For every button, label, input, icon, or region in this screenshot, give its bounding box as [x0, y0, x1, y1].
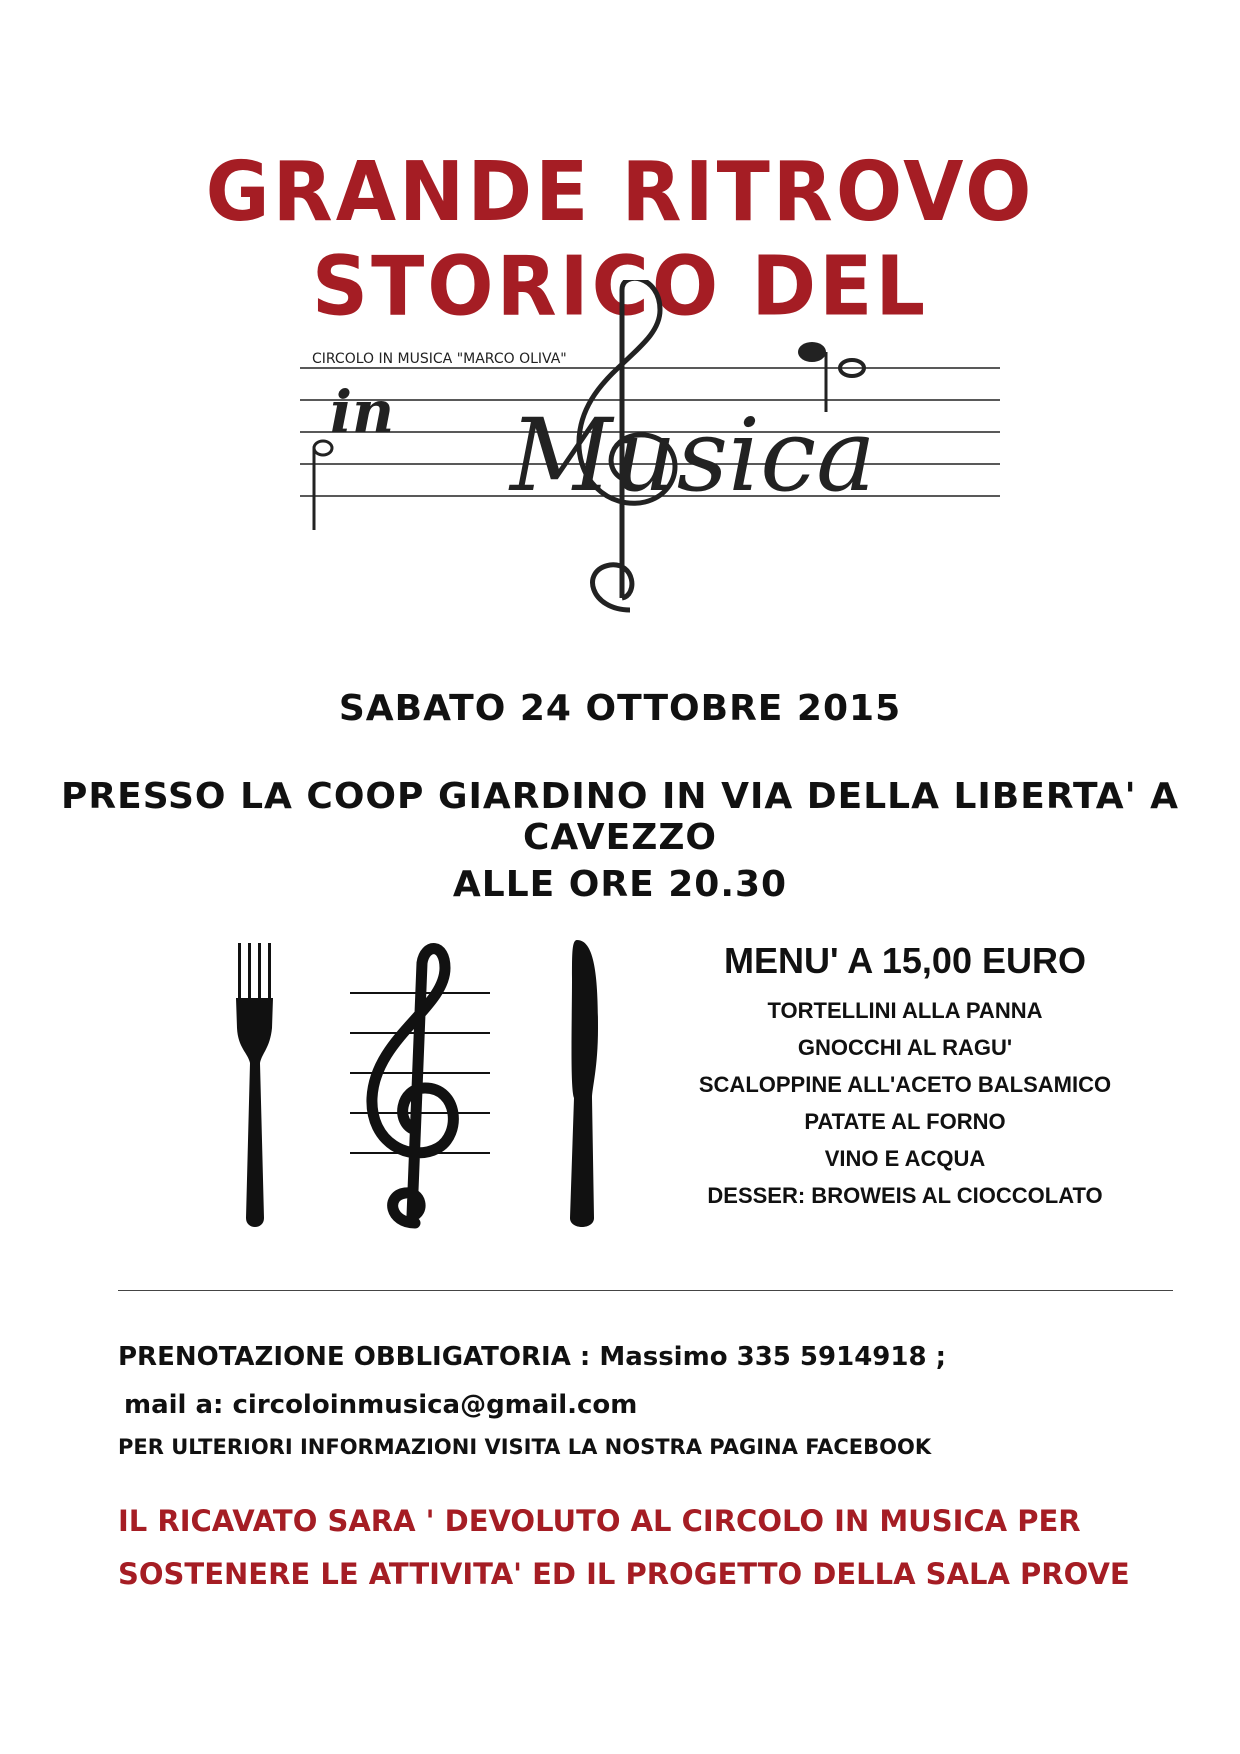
menu-item: DESSER: BROWEIS AL CIOCCOLATO: [707, 1183, 1103, 1208]
menu-item: TORTELLINI ALLA PANNA: [767, 998, 1043, 1023]
logo-word-musica: Musica: [510, 397, 876, 514]
event-place: PRESSO LA COOP GIARDINO IN VIA DELLA LIBERTA' A CAVEZZO: [61, 776, 1179, 858]
menu-title: MENU' A 15,00 EURO: [724, 940, 1086, 981]
cutlery-clef-illustration: [200, 938, 640, 1238]
menu-item: PATATE AL FORNO: [804, 1109, 1006, 1134]
proceeds-line-2: SOSTENERE LE ATTIVITA' ED IL PROGETTO DELLA SALA PROVE: [118, 1557, 1130, 1591]
menu-item: VINO E ACQUA: [824, 1146, 986, 1171]
divider: [118, 1290, 1173, 1291]
menu-item: SCALOPPINE ALL'ACETO BALSAMICO: [698, 1072, 1112, 1097]
mail-info: mail a: circoloinmusica@gmail.com: [124, 1390, 638, 1420]
circolo-in-musica-logo: [290, 280, 1010, 620]
logo-word-in: in: [330, 378, 395, 446]
menu-box: [660, 940, 1150, 1214]
event-title: GRANDE RITROVO STORICO DEL: [205, 145, 1035, 335]
knife-icon: [570, 940, 598, 1227]
event-time: ALLE ORE 20.30: [452, 864, 788, 905]
fork-icon: [236, 943, 273, 1227]
booking-info: PRENOTAZIONE OBBLIGATORIA : Massimo 335 5914918 ;: [118, 1342, 947, 1372]
menu-item: GNOCCHI AL RAGU': [797, 1035, 1013, 1060]
logo-caption: CIRCOLO IN MUSICA "MARCO OLIVA": [312, 351, 567, 367]
facebook-info: PER ULTERIORI INFORMAZIONI VISITA LA NOSTRA PAGINA FACEBOOK: [118, 1435, 932, 1459]
event-date: SABATO 24 OTTOBRE 2015: [338, 688, 902, 729]
proceeds-line-1: IL RICAVATO SARA ' DEVOLUTO AL CIRCOLO IN MUSICA PER: [118, 1504, 1081, 1538]
treble-clef-icon: [350, 949, 490, 1223]
note-left-icon: [314, 441, 332, 530]
